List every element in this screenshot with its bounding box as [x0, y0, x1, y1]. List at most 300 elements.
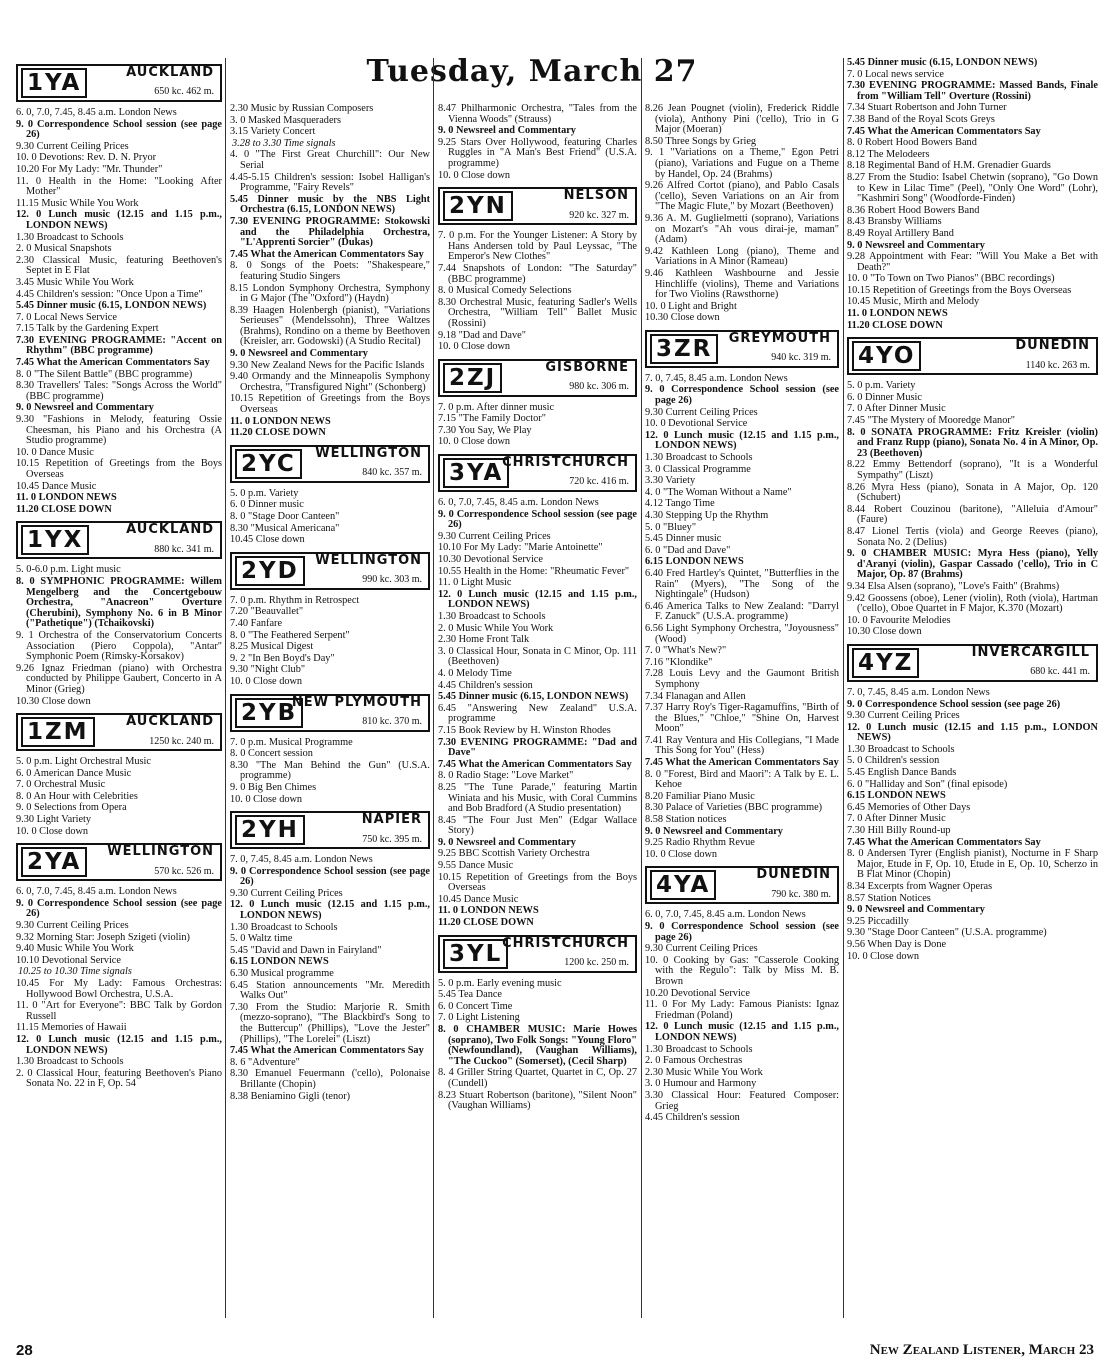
program-entry: 9.30 Current Ceiling Prices — [230, 887, 343, 899]
program-entry: 10. 0 Close down — [438, 169, 511, 181]
program-entry: 8.26 Myra Hess (piano), Sonata in A Major, Op. 120 (Schubert) — [847, 481, 1098, 504]
program-entry: 7. 0 After Dinner Music — [847, 813, 946, 825]
program-entry: 8. 0 Andersen Tyrer (English pianist), Nocturne in F Sharp Major, Etude in F, Op. 10, Etude in E, Op. 10, Scherzo in B Flat Minor (Chopin) — [847, 848, 1098, 881]
program-entry: 10.45 Dance Music — [438, 893, 519, 905]
program-entry: 10.15 Repetition of Greetings from the Boys Overseas — [438, 871, 637, 894]
station-header-2yc — [230, 445, 430, 483]
column-divider — [843, 58, 844, 1318]
program-entry: 9.30 Current Ceiling Prices — [16, 140, 129, 152]
program-entry: 8. 0 CHAMBER MUSIC: Marie Howes (soprano), Two Folk Songs: "Young Floro" (Newfoundland), (Vaughan Williams), "The Cuckoo" (Somerset), (Cecil Sharp) — [438, 1024, 637, 1067]
program-entry: 9.30 New Zealand News for the Pacific Islands — [230, 359, 425, 371]
program-entry: 8. 0 "Stage Door Canteen" — [230, 511, 340, 522]
column-divider — [433, 58, 434, 1318]
program-entry: 10.30 Close down — [645, 312, 720, 324]
program-entry: 9.30 Current Ceiling Prices — [645, 406, 758, 418]
station-frequency: 750 kc. 395 m. — [362, 833, 422, 845]
program-entry: 8.58 Station notices — [645, 814, 727, 826]
station-call: 3YA — [443, 458, 509, 488]
program-entry: 5.45 English Dance Bands — [847, 767, 957, 779]
program-entry: 7.16 "Klondike" — [645, 656, 713, 668]
program-entry: 9.56 When Day is Done — [847, 938, 947, 950]
program-list-2ya — [16, 887, 222, 1090]
program-entry: 7.45 What the American Commentators Say — [230, 248, 424, 260]
program-entry: 7. 0 Light Listening — [438, 1012, 520, 1024]
program-entry: 10.45 Music, Mirth and Melody — [847, 296, 980, 308]
program-entry: 8.18 Regimental Band of H.M. Grenadier Guards — [847, 160, 1051, 172]
program-entry: 7. 0 Orchestral Music — [16, 779, 106, 791]
program-entry: 9.40 Ormandy and the Minneapolis Symphony Orchestra, "Transfigured Night" (Schonberg) — [230, 371, 430, 393]
program-entry: 12. 0 Lunch music (12.15 and 1.15 p.m., LONDON NEWS) — [645, 1021, 839, 1043]
program-list-2ya-continued — [230, 104, 430, 439]
station-call: 1YA — [21, 68, 87, 98]
program-entry: 7. 0 p.m. Rhythm in Retrospect — [230, 594, 360, 606]
program-entry: 6. 0, 7.0, 7.45, 8.45 a.m. London News — [16, 886, 177, 898]
program-entry: 8.49 Royal Artillery Band — [847, 227, 954, 239]
program-entry: 6.56 Light Symphony Orchestra, "Joyousness" (Wood) — [645, 622, 839, 645]
program-entry: 5.45 Tea Dance — [438, 989, 502, 1001]
station-header-4ya — [645, 866, 839, 904]
program-entry: 10.10 For My Lady: "Marie Antoinette" — [438, 542, 603, 554]
program-list-2yn — [438, 231, 637, 353]
program-entry: 8. 0 Concert session — [230, 748, 313, 760]
program-list-2yh-continued — [438, 104, 637, 181]
station-header-2zj — [438, 359, 637, 397]
station-call: 2ZJ — [443, 363, 502, 393]
station-city: DUNEDIN — [756, 867, 831, 883]
station-header-4yz — [847, 644, 1098, 682]
program-list-2yc — [230, 489, 430, 546]
program-entry: 8. 0 "Forest, Bird and Maori": A Talk by E. L. Kehoe — [645, 768, 839, 791]
program-entry: 11.15 Music While You Work — [16, 197, 139, 209]
program-entry: 6. 0 "Halliday and Son" (final episode) — [847, 778, 1008, 790]
station-call: 4YA — [650, 870, 716, 900]
program-entry: 9.42 Goossens (oboe), Lener (violin), Roth (viola), Hartman ('cello), Oboe Quartet in F Major, K.370 (Mozart) — [847, 592, 1098, 615]
program-entry: 7.34 Stuart Robertson and John Turner — [847, 102, 1007, 114]
program-entry: 1.30 Broadcast to Schools — [230, 921, 338, 933]
program-entry: 11. 0 LONDON NEWS — [438, 905, 539, 917]
station-city: WELLINGTON — [315, 552, 422, 568]
program-entry: 7.28 Louis Levy and the Gaumont British Symphony — [645, 668, 839, 690]
program-entry: 9. 0 Big Ben Chimes — [230, 781, 317, 793]
station-city: CHRISTCHURCH — [502, 935, 629, 951]
column-divider — [641, 58, 642, 1318]
program-list-3ya — [438, 498, 637, 929]
program-entry: 5. 0 p.m. Early evening music — [438, 977, 562, 989]
station-frequency: 980 kc. 306 m. — [569, 381, 629, 393]
column-1 — [16, 58, 222, 1091]
program-entry: 7. 0, 7.45, 8.45 a.m. London News — [230, 854, 373, 866]
program-entry: 7.30 Hill Billy Round-up — [847, 825, 951, 837]
program-entry: 2. 0 Classical Hour, featuring Beethoven's Piano Sonata No. 22 in F, Op. 54 — [16, 1067, 222, 1090]
program-entry: 8.22 Emmy Bettendorf (soprano), "It is a Wonderful Sympathy" (Liszt) — [847, 459, 1098, 481]
program-entry: 10.10 Devotional Service — [16, 954, 121, 966]
program-entry: 9.34 Elsa Alsen (soprano), "Love's Faith" (Brahms) — [847, 580, 1060, 592]
program-entry: 7. 0 p.m. After dinner music — [438, 401, 555, 413]
program-entry: 8.30 Emanuel Feuermann ('cello), Polonaise Brillante (Chopin) — [230, 1068, 430, 1090]
program-entry: 10. 0 Close down — [230, 793, 303, 805]
program-entry: 10.30 Close down — [847, 626, 922, 638]
program-entry: 11. 0 LONDON NEWS — [16, 492, 117, 504]
program-entry: 8. 0 Radio Stage: "Love Market" — [438, 770, 574, 782]
program-entry: 6. 0 Dinner music — [230, 499, 304, 511]
program-list-2zj — [438, 403, 637, 448]
program-entry: 9. 0 Correspondence School session (see page 26) — [16, 897, 222, 920]
program-entry: 4. 0 "The Woman Without a Name" — [645, 486, 792, 498]
program-entry: 8.27 From the Studio: Isabel Chetwin (soprano), "Go Down to Kew in Lilac Time" (Peel), "Only One Word" (Lohr), "Kashmiri Song" (Woodforde-Finden) — [847, 171, 1098, 205]
program-entry: 9.40 Music While You Work — [16, 943, 134, 955]
program-entry: 7.41 Ray Ventura and His Collegians, "I Made This Song for You" (Hess) — [645, 734, 839, 757]
program-entry: 7. 0, 7.45, 8.45 a.m. London News — [645, 372, 788, 384]
program-entry: 6.15 LONDON NEWS — [645, 556, 744, 568]
program-entry: 7.30 EVENING PROGRAMME: "Accent on Rhythm" (BBC programme) — [16, 334, 222, 357]
program-entry: 6.30 Musical programme — [230, 968, 334, 980]
program-entry: 6.45 Memories of Other Days — [847, 801, 971, 813]
program-entry: 6. 0, 7.0, 7.45, 8.45 a.m. London News — [645, 909, 806, 921]
program-entry: 7.45 What the American Commentators Say — [645, 757, 839, 769]
station-call: 3YL — [443, 939, 508, 969]
station-call: 2YH — [235, 815, 305, 845]
program-entry: 10.45 Dance Music — [16, 480, 97, 492]
program-entry: 7.40 Fanfare — [230, 617, 283, 629]
station-frequency: 650 kc. 462 m. — [154, 86, 214, 98]
program-entry: 8.47 Philharmonic Orchestra, "Tales from the Vienna Woods" (Strauss) — [438, 103, 637, 125]
program-entry: 9.30 Current Ceiling Prices — [645, 943, 758, 955]
program-entry: 9.32 Morning Star: Joseph Szigeti (violin) — [16, 931, 190, 943]
program-entry: 3. 0 Humour and Harmony — [645, 1078, 757, 1090]
program-entry: 3. 0 Masked Masqueraders — [230, 114, 341, 126]
program-entry: 7.37 Harry Roy's Tiger-Ragamuffins, "Birth of the Blues," "Chloe," "Shine On, Harvest Moon" — [645, 702, 839, 735]
program-list-iya — [16, 108, 222, 515]
program-entry: 5.45 Dinner music by the NBS Light Orchestra (6.15, LONDON NEWS) — [230, 193, 430, 216]
column-3 — [438, 104, 637, 1113]
program-entry: 6.45 Station announcements "Mr. Meredith Walks Out" — [230, 979, 430, 1002]
station-frequency: 790 kc. 380 m. — [771, 888, 831, 900]
program-entry: 6.46 America Talks to New Zealand: "Darryl F. Zanuck" (U.S.A. programme) — [645, 600, 839, 623]
program-entry: 10.25 to 10.30 Time signals — [18, 966, 132, 978]
program-list-izm — [16, 757, 222, 837]
program-entry: 7.30 EVENING PROGRAMME: Stokowski and the Philadelphia Orchestra, "L'Apprenti Sorcier" (Dukas) — [230, 215, 430, 249]
program-entry: 8.39 Haagen Holenbergh (pianist), "Variations Serieuses" (Mendelssohn), Three Waltzes (Brahms), Rondino on a theme by Beethoven (Kreisler, arr. Godowski) (A Studio Recital) — [230, 304, 430, 348]
program-entry: 5. 0 Waltz time — [230, 933, 293, 945]
program-entry: 8.15 London Symphony Orchestra, Symphony in G Major (The "Oxford") (Haydn) — [230, 282, 430, 305]
program-entry: 12. 0 Lunch music (12.15 and 1.15 p.m., LONDON NEWS) — [16, 1033, 222, 1056]
program-entry: 7. 0 "What's New?" — [645, 645, 727, 657]
program-entry: 8.25 Musical Digest — [230, 641, 314, 653]
program-entry: 7.45 What the American Commentators Say — [847, 125, 1041, 137]
program-entry: 1.30 Broadcast to Schools — [847, 743, 955, 755]
program-entry: 3.30 Classical Hour: Featured Composer: Grieg — [645, 1089, 839, 1112]
program-entry: 8. 6 "Adventure" — [230, 1056, 300, 1068]
program-entry: 9. 2 "In Ben Boyd's Day" — [230, 652, 335, 664]
program-entry: 3.28 to 3.30 Time signals — [232, 137, 336, 149]
station-header-3ya — [438, 454, 637, 492]
program-entry: 4. 0 Melody Time — [438, 667, 512, 679]
station-frequency: 570 kc. 526 m. — [154, 865, 214, 877]
program-entry: 7.45 "The Mystery of Mooredge Manor" — [847, 415, 1015, 427]
program-entry: 9.46 Kathleen Washbourne and Jessie Hinchliffe (violins), Theme and Variations for Two Violins (Rawsthorne) — [645, 267, 839, 301]
program-entry: 8.44 Robert Couzinou (baritone), "Alleluia d'Amour" (Faure) — [847, 503, 1098, 526]
program-entry: 1.30 Broadcast to Schools — [16, 1056, 124, 1068]
program-entry: 9. 0 Newsreel and Commentary — [438, 125, 576, 137]
program-entry: 8.50 Three Songs by Grieg — [645, 135, 757, 147]
program-entry: 9.25 BBC Scottish Variety Orchestra — [438, 848, 590, 860]
program-entry: 8.38 Beniamino Gigli (tenor) — [230, 1090, 351, 1102]
program-entry: 5. 0 p.m. Light Orchestral Music — [16, 756, 151, 768]
station-frequency: 840 kc. 357 m. — [362, 467, 422, 479]
program-entry: 6.15 LONDON NEWS — [230, 956, 329, 968]
program-entry: 3. 0 Classical Programme — [645, 463, 751, 475]
program-entry: 9.28 Appointment with Fear: "Will You Make a Bet with Death?" — [847, 251, 1098, 273]
program-entry: 7.38 Band of the Royal Scots Greys — [847, 113, 995, 125]
station-city: AUCKLAND — [126, 65, 214, 80]
program-list-4ya — [645, 910, 839, 1123]
program-list-3yl — [438, 979, 637, 1112]
program-entry: 10.20 Devotional Service — [645, 987, 750, 999]
program-entry: 5. 0 p.m. Variety — [230, 487, 299, 499]
program-entry: 6.45 "Answering New Zealand" U.S.A. programme — [438, 702, 637, 725]
program-entry: 8. 0 "The Silent Battle" (BBC programme) — [16, 368, 193, 380]
program-entry: 8.25 "The Tune Parade," featuring Martin Winiata and his Music, with Coral Cummins and Bob Bradford (A Studio presentation) — [438, 781, 637, 815]
program-entry: 8.43 Bransby Williams — [847, 216, 942, 228]
program-entry: 10. 0 Devotional Service — [645, 418, 748, 430]
station-city: NELSON — [563, 188, 629, 204]
program-entry: 9. 0 Newsreel and Commentary — [847, 239, 985, 251]
program-entry: 9.30 "Stage Door Canteen" (U.S.A. programme) — [847, 927, 1047, 939]
station-frequency: 1250 kc. 240 m. — [149, 735, 214, 747]
station-frequency: 940 kc. 319 m. — [771, 352, 831, 364]
program-entry: 11.20 CLOSE DOWN — [16, 503, 112, 515]
program-entry: 10.45 For My Lady: Famous Orchestras: Hollywood Bowl Orchestra, U.S.A. — [16, 978, 222, 1000]
station-header-iya — [16, 64, 222, 102]
program-entry: 4.45 Children's session — [438, 679, 533, 691]
program-entry: 10.45 Close down — [230, 534, 305, 546]
column-4 — [645, 104, 839, 1125]
program-entry: 4. 0 "The First Great Churchill": Our New Serial — [230, 149, 430, 171]
program-entry: 7.45 What the American Commentators Say — [438, 758, 632, 770]
program-entry: 10.30 Devotional Service — [438, 554, 543, 566]
program-entry: 10.15 Repetition of Greetings from the Boys Overseas — [230, 393, 430, 416]
program-entry: 3.45 Music While You Work — [16, 276, 134, 288]
program-entry: 6.15 LONDON NEWS — [847, 790, 946, 802]
station-call: 2YD — [235, 556, 305, 586]
program-entry: 10.15 Repetition of Greetings from the Boys Overseas — [16, 458, 222, 480]
program-entry: 8. 0 An Hour with Celebrities — [16, 790, 138, 802]
station-header-3yl — [438, 935, 637, 973]
program-entry: 10. 0 Close down — [847, 950, 920, 962]
program-entry: 10. 0 "To Town on Two Pianos" (BBC recordings) — [847, 273, 1055, 285]
program-entry: 7. 0 p.m. For the Younger Listener: A Story by Hans Andersen told by Paul Leyssac, "The Emperor's New Clothes" — [438, 230, 637, 263]
station-call: 3ZR — [650, 334, 718, 364]
program-entry: 9.42 Kathleen Long (piano), Theme and Variations in A Minor (Rameau) — [645, 245, 839, 268]
program-entry: 8. 0 Musical Comedy Selections — [438, 285, 572, 297]
program-entry: 8.36 Robert Hood Bowers Band — [847, 204, 980, 216]
column-divider — [225, 58, 226, 1318]
program-entry: 8. 0 SONATA PROGRAMME: Fritz Kreisler (violin) and Franz Rupp (piano), Sonata No. 4 in A Minor, Op. 23 (Beethoven) — [847, 426, 1098, 459]
page-number: 28 — [16, 1342, 33, 1359]
program-entry: 2.30 Music by Russian Composers — [230, 103, 374, 114]
station-city: INVERCARGILL — [971, 644, 1090, 660]
program-entry: 1.30 Broadcast to Schools — [16, 231, 124, 243]
program-entry: 10. 0 Close down — [230, 675, 303, 687]
program-entry: 5.45 Dinner music (6.15, LONDON NEWS) — [438, 691, 629, 703]
program-entry: 10. 0 Close down — [645, 848, 718, 860]
program-entry: 8.30 "The Man Behind the Gun" (U.S.A. programme) — [230, 759, 430, 782]
program-entry: 9. 0 Newsreel and Commentary — [847, 904, 985, 916]
program-entry: 10.15 Repetition of Greetings from the Boys Overseas — [847, 284, 1072, 296]
program-entry: 9.18 "Dad and Dave" — [438, 329, 526, 341]
program-entry: 9.30 Current Ceiling Prices — [847, 710, 960, 722]
station-frequency: 880 kc. 341 m. — [154, 543, 214, 555]
station-call: 4YZ — [852, 648, 919, 678]
program-entry: 5.45 Dinner music (6.15, LONDON NEWS) — [847, 57, 1038, 68]
program-entry: 7.15 "The Family Doctor" — [438, 413, 546, 425]
program-entry: 12. 0 Lunch music (12.15 and 1.15 p.m., LONDON NEWS) — [847, 721, 1098, 744]
program-entry: 9. 0 Correspondence School session (see page 26) — [645, 384, 839, 407]
program-entry: 8.30 "Musical Americana" — [230, 522, 340, 534]
program-entry: 8.30 Travellers' Tales: "Songs Across the World" (BBC programme) — [16, 380, 222, 402]
program-entry: 9. 0 Correspondence School session (see page 26) — [438, 508, 637, 531]
program-entry: 7. 0, 7.45, 8.45 a.m. London News — [847, 686, 990, 698]
program-entry: 8.23 Stuart Robertson (baritone), "Silent Noon" (Vaughan Williams) — [438, 1089, 637, 1112]
program-entry: 4.45 Children's session — [645, 1112, 740, 1124]
program-entry: 1.30 Broadcast to Schools — [645, 452, 753, 464]
station-city: WELLINGTON — [315, 445, 422, 461]
program-entry: 6. 0, 7.0, 7.45, 8.45 a.m. London News — [16, 107, 177, 118]
footer-publication: New Zealand Listener, March 23 — [869, 1342, 1094, 1358]
program-entry: 4.45-5.15 Children's session: Isobel Halligan's Programme, "Fairy Revels" — [230, 171, 430, 194]
program-entry: 7.30 From the Studio: Marjorie R. Smith (mezzo-soprano), "The Blackbird's Song to the Buttercup" (Phillips), "Love the Jester" (Phillips), "The Lorelei" (Liszt) — [230, 1001, 430, 1045]
program-entry: 2. 0 Famous Orchestras — [645, 1055, 743, 1067]
program-entry: 7.15 Book Review by H. Winston Rhodes — [438, 724, 611, 736]
program-entry: 5. 0-6.0 p.m. Light music — [16, 564, 121, 576]
program-entry: 11. 0 LONDON NEWS — [847, 308, 948, 320]
program-entry: 10.30 Close down — [16, 695, 91, 707]
station-city: NAPIER — [361, 812, 422, 828]
program-entry: 8.12 The Melodeers — [847, 148, 930, 160]
program-list-2yd — [230, 596, 430, 688]
column-2 — [230, 104, 430, 1103]
program-entry: 8.20 Familiar Piano Music — [645, 790, 755, 802]
page-title: Tuesday, March 27 — [366, 54, 698, 89]
program-entry: 9. 0 Newsreel and Commentary — [438, 836, 576, 848]
program-entry: 9.36 A. M. Guglielmetti (soprano), Variations on Mozart's "Ah vous dirai-je, maman" (Adam) — [645, 212, 839, 246]
program-entry: 4.45 Children's session: "Once Upon a Time" — [16, 288, 203, 300]
program-entry: 9. 0 Selections from Opera — [16, 802, 127, 814]
program-entry: 11.15 Memories of Hawaii — [16, 1022, 127, 1034]
program-entry: 8. 0 "The Feathered Serpent" — [230, 629, 350, 641]
program-entry: 3.30 Variety — [645, 475, 696, 487]
program-entry: 11. 0 For My Lady: Famous Pianists: Ignaz Friedman (Poland) — [645, 999, 839, 1021]
program-entry: 6. 0 Dinner Music — [847, 391, 922, 403]
program-entry: 11. 0 "Art for Everyone": BBC Talk by Gordon Russell — [16, 1000, 222, 1022]
program-entry: 9. 0 Newsreel and Commentary — [645, 825, 783, 837]
program-entry: 11. 0 LONDON NEWS — [230, 415, 331, 427]
program-entry: 9.25 Piccadilly — [847, 915, 909, 927]
program-entry: 3. 0 Classical Hour, Sonata in C Minor, Op. 111 (Beethoven) — [438, 645, 637, 668]
program-list-4ya-continued — [847, 58, 1098, 331]
station-header-2yh — [230, 811, 430, 849]
station-frequency: 720 kc. 416 m. — [569, 476, 629, 488]
program-entry: 8. 0 Robert Hood Bowers Band — [847, 137, 977, 149]
program-entry: 7.30 EVENING PROGRAMME: Massed Bands, Finale from "William Tell" Overture (Rossini) — [847, 80, 1098, 102]
program-entry: 11. 0 Health in the Home: "Looking After Mother" — [16, 175, 222, 198]
program-entry: 11.20 CLOSE DOWN — [438, 917, 534, 929]
program-entry: 8.30 Palace of Varieties (BBC programme) — [645, 802, 823, 814]
program-entry: 2.30 Home Front Talk — [438, 634, 530, 646]
program-entry: 7.34 Flanagan and Allen — [645, 690, 746, 702]
program-entry: 4.30 Stepping Up the Rhythm — [645, 510, 769, 521]
station-call: 2YA — [21, 847, 87, 877]
station-call: 2YB — [235, 698, 303, 728]
program-entry: 10. 0 Close down — [16, 825, 89, 837]
program-entry: 10. 0 Dance Music — [16, 446, 94, 458]
program-entry: 9.25 Stars Over Hollywood, featuring Charles Ruggles in "A Man's Best Friend" (U.S.A. programme) — [438, 136, 637, 169]
program-entry: 7.15 Talk by the Gardening Expert — [16, 323, 159, 335]
program-entry: 9.25 Radio Rhythm Revue — [645, 837, 755, 849]
station-call: 1YX — [21, 525, 89, 555]
station-call: 1ZM — [21, 717, 95, 747]
column-5 — [847, 58, 1098, 963]
program-entry: 7. 0 p.m. Musical Programme — [230, 736, 353, 748]
program-list-3zr — [645, 374, 839, 861]
program-entry: 2. 0 Music While You Work — [438, 622, 554, 634]
program-entry: 5. 0 Children's session — [847, 755, 940, 767]
program-entry: 12. 0 Lunch music (12.15 and 1.15 p.m., LONDON NEWS) — [16, 209, 222, 231]
program-entry: 5.45 Dinner music (6.15, LONDON NEWS) — [16, 300, 207, 312]
program-entry: 4.12 Tango Time — [645, 498, 715, 510]
station-header-2yb — [230, 694, 430, 732]
station-call: 4YO — [852, 341, 921, 371]
station-frequency: 920 kc. 327 m. — [569, 209, 629, 221]
program-entry: 9.30 Current Ceiling Prices — [438, 530, 551, 542]
program-entry: 5.45 Dinner music — [645, 533, 722, 545]
program-entry: 7.30 You Say, We Play — [438, 424, 532, 436]
station-frequency: 1140 kc. 263 m. — [1025, 359, 1090, 371]
program-entry: 2. 0 Musical Snapshots — [16, 243, 112, 255]
program-entry: 6.40 Fred Hartley's Quintet, "Butterflies in the Rain" (Myers), "The Song of the Nightingale" (Hudson) — [645, 567, 839, 601]
program-entry: 9. 0 Newsreel and Commentary — [16, 402, 154, 414]
program-list-2yb — [230, 738, 430, 806]
station-header-iyx — [16, 521, 222, 559]
program-list-4yo — [847, 381, 1098, 638]
program-entry: 10. 0 Close down — [438, 341, 511, 353]
program-entry: 12. 0 Lunch music (12.15 and 1.15 p.m., LONDON NEWS) — [645, 429, 839, 452]
station-header-izm — [16, 713, 222, 751]
station-header-4yo — [847, 337, 1098, 375]
program-entry: 3.15 Variety Concert — [230, 126, 316, 138]
station-city: AUCKLAND — [126, 522, 214, 538]
program-entry: 11.20 CLOSE DOWN — [847, 319, 943, 331]
program-entry: 8.34 Excerpts from Wagner Operas — [847, 881, 993, 892]
station-frequency: 1200 kc. 250 m. — [564, 957, 629, 969]
program-entry: 7. 0 Local News Service — [16, 311, 117, 323]
program-entry: 10.55 Health in the Home: "Rheumatic Fever" — [438, 565, 630, 577]
program-entry: 12. 0 Lunch music (12.15 and 1.15 p.m., LONDON NEWS) — [438, 588, 637, 611]
program-entry: 10. 0 Close down — [438, 436, 511, 448]
program-entry: 10. 0 Devotions: Rev. D. N. Pryor — [16, 152, 157, 164]
program-entry: 9. 0 Correspondence School session (see page 26) — [230, 865, 430, 888]
program-entry: 6. 0 American Dance Music — [16, 767, 132, 779]
program-entry: 7.44 Snapshots of London: "The Saturday" (BBC programme) — [438, 262, 637, 285]
program-entry: 1.30 Broadcast to Schools — [438, 611, 546, 622]
station-frequency: 810 kc. 370 m. — [362, 715, 422, 727]
station-header-2yn — [438, 187, 637, 225]
program-entry: 7.45 What the American Commentators Say — [847, 836, 1041, 848]
program-entry: 1.30 Broadcast to Schools — [645, 1043, 753, 1055]
station-city: GISBORNE — [545, 359, 629, 375]
program-entry: 9. 0 Correspondence School session (see page 26) — [16, 118, 222, 141]
program-entry: 5.45 "David and Dawn in Fairyland" — [230, 944, 382, 956]
